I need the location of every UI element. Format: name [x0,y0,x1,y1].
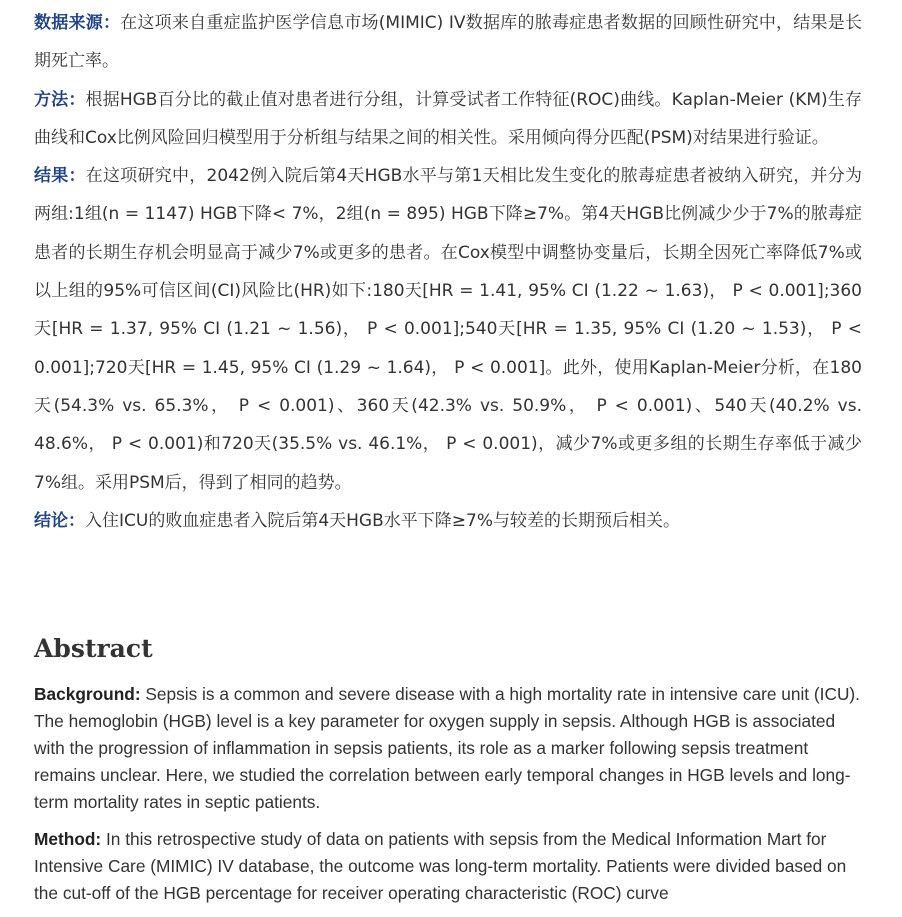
cn-source-label: 数据来源： [34,13,121,33]
cn-source-paragraph [34,4,862,81]
cn-conclusion-label: 结论： [34,510,85,531]
en-background-label: Background: [34,684,141,704]
abstract-heading: Abstract [34,634,153,663]
en-method-paragraph [34,826,862,907]
cn-results-label: 结果： [34,166,86,187]
cn-conclusion-paragraph [34,502,862,540]
cn-method-paragraph [34,81,862,158]
chinese-abstract [34,4,862,540]
cn-results-paragraph [34,157,862,502]
en-background-text: Sepsis is a common and severe disease with a high mortality rate in intensive care unit (ICU). The hemoglobin (HGB) level is a key parameter for oxygen supply in sepsis. Although HGB is associated with the progression of inflammation in sepsis patients, its role as a marker following sepsis treatment remains unclear. Here, we studied the correlation between early temporal changes in HGB levels and long-term mortality rates in septic patients. [34,684,860,812]
cn-results-text: 在这项研究中，2042例入院后第4天HGB水平与第1天相比发生变化的脓毒症患者被纳入研究，并分为两组:1组(n = 1147) HGB下降< 7%，2组(n = 895) HGB下降≥7%。第4天HGB比例减少少于7%的脓毒症患者的长期生存机会明显高于减少7%或更多的患者。在Cox模型中调整协变量后，长期全因死亡率降低7%或以上组的95%可信区间(CI)风险比(HR)如下:180天[HR = 1.41, 95% CI (1.22 ~ 1.63)， P < 0.001];360天[HR = 1.37, 95% CI (1.21 ~ 1.56)， P < 0.001];540天[HR = 1.35, 95% CI (1.20 ~ 1.53)， P < 0.001];720天[HR = 1.45, 95% CI (1.29 ~ 1.64)， P < 0.001]。此外，使用Kaplan-Meier分析，在180天(54.3% vs. 65.3%， P < 0.001)、360天(42.3% vs. 50.9%， P < 0.001)、540天(40.2% vs. 48.6%， P < 0.001)和720天(35.5% vs. 46.1%， P < 0.001)，减少7%或更多组的长期生存率低于减少7%组。采用PSM后，得到了相同的趋势。 [34,166,862,493]
cn-method-text: 根据HGB百分比的截止值对患者进行分组，计算受试者工作特征(ROC)曲线。Kaplan-Meier (KM)生存曲线和Cox比例风险回归模型用于分析组与结果之间的相关性。采用倾向得分匹配(PSM)对结果进行验证。 [34,89,862,148]
cn-source-text: 在这项来自重症监护医学信息市场(MIMIC) IV数据库的脓毒症患者数据的回顾性研究中，结果是长期死亡率。 [34,13,863,72]
cn-conclusion-text: 入住ICU的败血症患者入院后第4天HGB水平下降≥7%与较差的长期预后相关。 [85,510,680,531]
english-abstract [34,681,862,917]
en-background-paragraph [34,681,862,816]
cn-method-label: 方法： [34,89,86,110]
en-method-text: In this retrospective study of data on patients with sepsis from the Medical Information Mart for Intensive Care (MIMIC) IV database, the outcome was long-term mortality. Patients were divided based on the cut-off of the HGB percentage for receiver operating characteristic (ROC) curve [34,829,847,903]
en-method-label: Method: [34,829,102,849]
